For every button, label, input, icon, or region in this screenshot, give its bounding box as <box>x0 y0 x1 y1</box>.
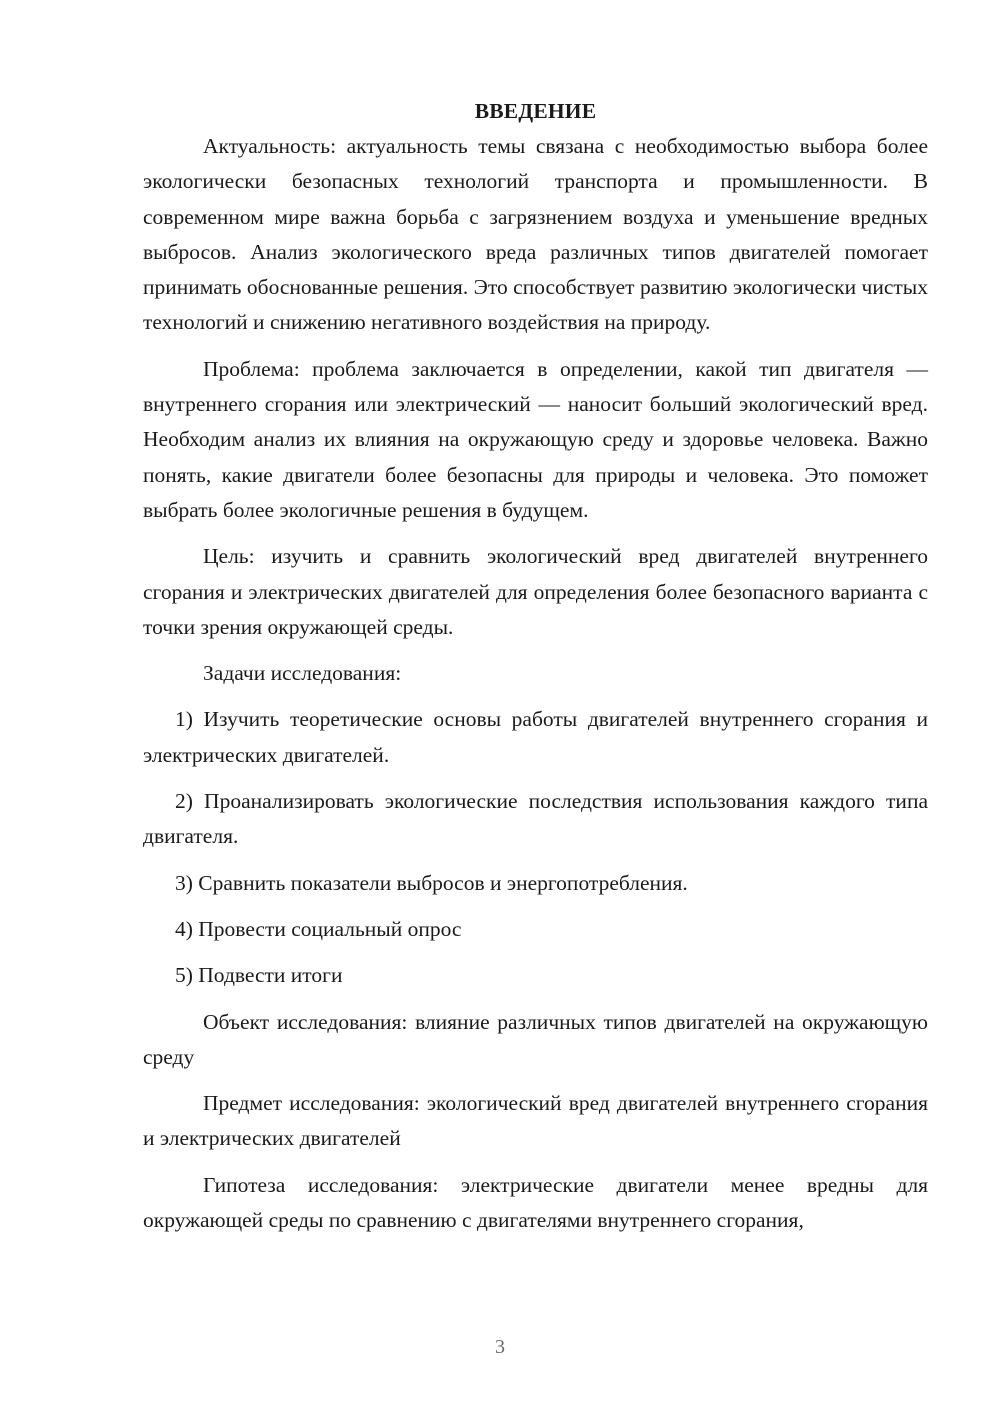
task-item-2: 2) Проанализировать экологические последствия использования каждого типа двигателя. <box>143 789 928 849</box>
paragraph-subject: Предмет исследования: экологический вред двигателей внутреннего сгорания и электрических двигателей <box>143 1091 928 1151</box>
document-page <box>143 94 928 1249</box>
paragraph-problem: Проблема: проблема заключается в определении, какой тип двигателя — внутреннего сгорания или электрический — наносит больший экологический вред. Необходим анализ их влияния на окружающую среду и здоровье человека. Важно понять, какие двигатели более безопасны для природы и человека. Это поможет выбрать более экологичные решения в будущем. <box>143 356 928 522</box>
task-item-3: 3) Сравнить показатели выбросов и энергопотребления. <box>175 870 688 895</box>
tasks-heading: Задачи исследования: <box>203 661 402 686</box>
task-item-5: 5) Подвести итоги <box>175 963 343 988</box>
task-item-4: 4) Провести социальный опрос <box>175 916 462 941</box>
task-item-1: 1) Изучить теоретические основы работы двигателей внутреннего сгорания и электрических двигателей. <box>143 707 928 767</box>
paragraph-relevance: Актуальность: актуальность темы связана с необходимостью выбора более экологически безопасных технологий транспорта и промышленности. В современном мире важна борьба с загрязнением воздуха и уменьшение вредных выбросов. Анализ экологического вреда различных типов двигателей помогает принимать обоснованные решения. Это способствует развитию экологически чистых технологий и снижению негативного воздействия на природу. <box>143 134 928 335</box>
page-number: 3 <box>495 1336 505 1358</box>
paragraph-object: Объект исследования: влияние различных типов двигателей на окружающую среду <box>143 1009 928 1069</box>
paragraph-goal: Цель: изучить и сравнить экологический вред двигателей внутреннего сгорания и электрических двигателей для определения более безопасного варианта с точки зрения окружающей среды. <box>143 544 928 639</box>
paragraph-hypothesis: Гипотеза исследования: электрические двигатели менее вредны для окружающей среды по сравнению с двигателями внутреннего сгорания, <box>143 1172 928 1233</box>
section-title: ВВЕДЕНИЕ <box>474 99 597 123</box>
